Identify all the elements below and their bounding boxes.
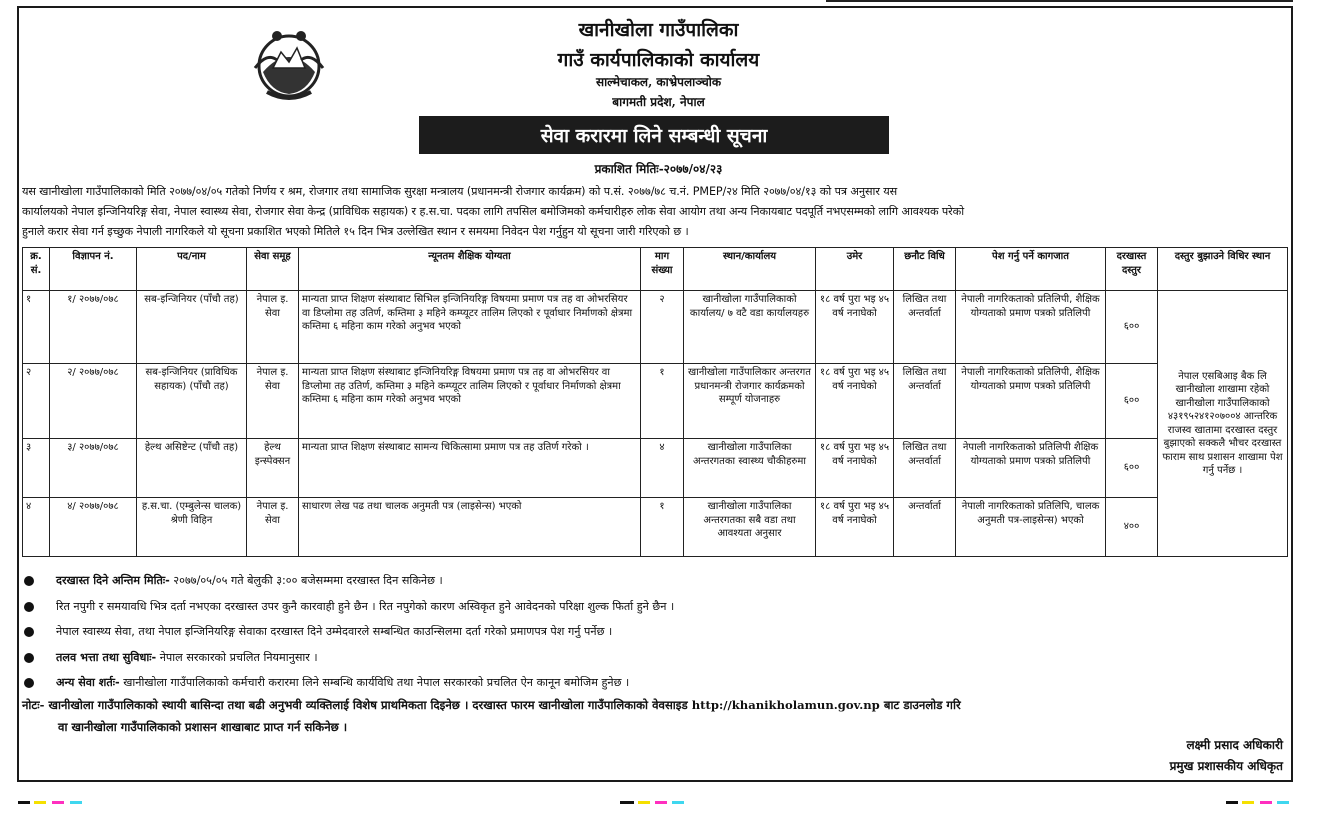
table-row	[23, 364, 1288, 439]
col-header: सेवा समूह	[247, 248, 299, 291]
cell-docs: नेपाली नागरिकताको प्रतिलिपी, शैक्षिक योग्यताको प्रमाण पत्रको प्रतिलिपी	[956, 291, 1106, 364]
municipality-name: खानीखोला गाउँपालिका	[578, 19, 739, 41]
item-bold: अन्य सेवा शर्तः-	[56, 676, 120, 689]
cell-sn: २	[23, 364, 50, 439]
col-header: दरखास्त दस्तुर	[1106, 248, 1158, 291]
bullet-icon	[24, 576, 34, 586]
col-header: स्थान/कार्यालय	[684, 248, 816, 291]
item-bold: दरखास्त दिने अन्तिम मितिः-	[56, 574, 170, 587]
cell-adv: ४/ २०७७/०७८	[50, 498, 137, 557]
cell-adv: २/ २०७७/०७८	[50, 364, 137, 439]
list-item	[22, 648, 1282, 674]
office-name: गाउँ कार्यपालिकाको कार्यालय	[557, 49, 760, 71]
cell-qualification: साधारण लेख पढ तथा चालक अनुमती पत्र (लाइसेन्स) भएको	[299, 498, 641, 557]
item-text: २०७७/०५/०५ गते बेलुकी ३:०० बजेसम्ममा दरखास्त दिन सकिनेछ ।	[169, 574, 443, 587]
intro-line: कार्यालयको नेपाल इन्जिनियरिङ्ग सेवा, नेपाल स्वास्थ्य सेवा, रोजगार सेवा केन्द्र (प्राविधिक सहायक) र ह.स.चा. पदका लागि तपसिल बमोजिमको कर्मचारीहरु लोक सेवा आयोग तथा अन्य निकायबाट पदपूर्ति नभएसम्मको लागि आवश्यक परेको	[22, 205, 965, 218]
cell-post: हेल्थ असिष्टेन्ट (पाँचौ तह)	[137, 439, 247, 498]
note-line: वा खानीखोला गाउँपालिकाको प्रशासन शाखाबाट प्राप्त गर्न सकिनेछ ।	[58, 720, 348, 734]
cell-place: खानीखोला गाउँपालिका अन्तरगतका सबै वडा तथा आवश्यता अनुसार	[684, 498, 816, 557]
note-paragraph	[22, 694, 1284, 738]
cell-fee: ६००	[1106, 439, 1158, 498]
signatory-title: प्रमुख प्रशासकीय अधिकृत	[1169, 759, 1283, 773]
cell-age: १८ वर्ष पुरा भइ ४५ वर्ष ननाघेको	[816, 439, 894, 498]
item-text: खानीखोला गाउँपालिकाको कर्मचारी करारमा लिने सम्बन्धि कार्यविधि तथा नेपाल सरकारको प्रचलित ऐन कानून बमोजिम हुनेछ ।	[119, 676, 630, 689]
cell-sn: १	[23, 291, 50, 364]
cell-service: नेपाल इ. सेवा	[247, 364, 299, 439]
cell-qualification: मान्यता प्राप्त शिक्षण संस्थाबाट इन्जिनियरिङ्ग विषयमा प्रमाण पत्र तह वा ओभरसियर वा डिप्लोमा तह उतिर्ण, कम्तिमा ३ महिने कम्प्यूटर तालिम लिएको र पूर्वाधार निर्माणको क्षेत्रमा कम्तिमा ६ महिना काम गरेको अनुभव भएको	[299, 364, 641, 439]
bullet-icon	[24, 678, 34, 688]
item-bold: तलव भत्ता तथा सुविधाः-	[56, 650, 157, 664]
cell-docs: नेपाली नागरिकताको प्रतिलिपि, चालक अनुमती पत्र-लाइसेन्स) भएको	[956, 498, 1106, 557]
intro-line: यस खानीखोला गाउँपालिकाको मिति २०७७/०४/०५ गतेको निर्णय र श्रम, रोजगार तथा सामाजिक सुरक्षा मन्त्रालय (प्रधानमन्त्री रोजगार कार्यक्रम) को प.सं. २०७७/७८ च.नं. PMEP/२४ मिति २०७७/०४/१३ को पत्र अनुसार यस	[22, 185, 898, 198]
col-header: विज्ञापन नं.	[50, 248, 137, 291]
cell-service: नेपाल इ. सेवा	[247, 291, 299, 364]
table-row	[23, 291, 1288, 364]
cell-method: लिखित तथा अन्तर्वार्ता	[894, 439, 956, 498]
col-header: छनौट विधि	[894, 248, 956, 291]
item-text: नेपाल सरकारको प्रचलित नियमानुसार ।	[156, 650, 318, 664]
item-text: रित नपुगी र समयावधि भित्र दर्ता नभएका दरखास्त उपर कुनै कारवाही हुने छैन । रित नपुगेको कारण अस्विकृत हुने आवेदनको परिक्षा शुल्क फिर्ता हुने छैन ।	[56, 599, 675, 613]
province-name: बागमती प्रदेश, नेपाल	[612, 95, 705, 109]
col-header: माग संख्या	[641, 248, 684, 291]
table-row	[23, 498, 1288, 557]
cell-age: १८ वर्ष पुरा भइ ४५ वर्ष ननाघेको	[816, 291, 894, 364]
published-date: प्रकाशित मितिः-२०७७/०४/२३	[594, 162, 723, 176]
intro-paragraph	[22, 182, 1288, 242]
list-item	[22, 571, 1282, 597]
list-item	[22, 622, 1282, 648]
note-line: नोटः- खानीखोला गाउँपालिकाको स्थायी बासिन्दा तथा बढी अनुभवी व्यक्तिलाई विशेष प्राथमिकता दिइनेछ । दरखास्त फारम खानीखोला गाउँपालिकाको वेवसाइड http://khanikholamun.gov.np बाट डाउनलोड गरि	[22, 698, 961, 712]
cell-sn: ३	[23, 439, 50, 498]
cell-method: लिखित तथा अन्तर्वार्ता	[894, 364, 956, 439]
cell-payment: नेपाल एसबिआइ बैक लि खानीखोला शाखामा रहेको खानीखोला गाउँपालिकाको ४३१९५२४१२०७००४ आन्तरिक राजस्व खातामा दरखास्त दस्तुर बुझाएको सक्कलै भौचर दरखास्त फाराम साथ प्रशासन शाखामा पेश गर्नु पर्नेछ ।	[1158, 291, 1288, 557]
cell-method: लिखित तथा अन्तर्वार्ता	[894, 291, 956, 364]
cell-age: १८ वर्ष पुरा भइ ४५ वर्ष ननाघेको	[816, 498, 894, 557]
bullet-icon	[24, 627, 34, 637]
bullet-icon	[24, 602, 34, 612]
table-row	[23, 439, 1288, 498]
vacancy-table	[22, 247, 1288, 557]
table-header-row	[23, 248, 1288, 291]
signatory-name: लक्ष्मी प्रसाद अधिकारी	[1186, 738, 1283, 752]
cell-service: हेल्थ इन्स्पेक्सन	[247, 439, 299, 498]
col-header: दस्तुर बुझाउने विधिर स्थान	[1158, 248, 1288, 291]
conditions-list	[22, 571, 1282, 699]
cell-fee: ६००	[1106, 291, 1158, 364]
cell-post: सब-इन्जिनियर (पाँचौ तह)	[137, 291, 247, 364]
bullet-icon	[24, 653, 34, 663]
notice-title: सेवा करारमा लिने सम्बन्धी सूचना	[419, 116, 889, 154]
cell-age: १८ वर्ष पुरा भइ ४५ वर्ष ननाघेको	[816, 364, 894, 439]
col-header: पेश गर्नु पर्ने कागजात	[956, 248, 1106, 291]
item-text: नेपाल स्वास्थ्य सेवा, तथा नेपाल इन्जिनियरिङ्ग सेवाका दरखास्त दिने उम्मेदवारले सम्बन्धित काउन्सिलमा दर्ता गरेको प्रमाणपत्र पेश गर्नु पर्नेछ ।	[56, 625, 613, 638]
cell-fee: ४००	[1106, 498, 1158, 557]
cell-post: सब-इन्जिनियर (प्राविधिक सहायक) (पाँचौ तह)	[137, 364, 247, 439]
cell-count: ४	[641, 439, 684, 498]
intro-line: हुनाले करार सेवा गर्न इच्छुक नेपाली नागरिकले यो सूचना प्रकाशित भएको मितिले १५ दिन भित्र उल्लेखित स्थान र समयमा निवेदन पेश गर्नुहुन यो सूचना जारी गरिएको छ ।	[22, 225, 689, 238]
cell-qualification: मान्यता प्राप्त शिक्षण संस्थाबाट सिभिल इन्जिनियरिङ्ग विषयमा प्रमाण पत्र तह वा ओभरसियर वा डिप्लोमा तह उतिर्ण, कम्तिमा ३ महिने कम्प्यूटर तालिम लिएको र पूर्वाधार निर्माणको क्षेत्रमा कम्तिमा ६ महिना काम गरेको अनुभव भएको	[299, 291, 641, 364]
office-address: साल्मेचाकल, काभ्रेपलाञ्चोक	[595, 75, 722, 89]
cell-adv: ३/ २०७७/०७८	[50, 439, 137, 498]
cell-count: १	[641, 364, 684, 439]
col-header: क्र. सं.	[23, 248, 50, 291]
cell-count: २	[641, 291, 684, 364]
top-rule	[826, 0, 1293, 2]
cell-docs: नेपाली नागरिकताको प्रतिलिपी शैक्षिक योग्यताको प्रमाण पत्रको प्रतिलिपी	[956, 439, 1106, 498]
cell-place: खानीखोला गाउँपालिकार अन्तरगत प्रधानमन्त्री रोजगार कार्यक्रमको सम्पूर्ण योजनाहरु	[684, 364, 816, 439]
cell-fee: ६००	[1106, 364, 1158, 439]
cell-qualification: मान्यता प्राप्त शिक्षण संस्थाबाट सामन्य चिकित्सामा प्रमाण पत्र तह उतिर्ण गरेको ।	[299, 439, 641, 498]
cell-method: अन्तर्वार्ता	[894, 498, 956, 557]
col-header: न्यूनतम शैक्षिक योग्यता	[299, 248, 641, 291]
list-item	[22, 597, 1282, 623]
cell-service: नेपाल इ. सेवा	[247, 498, 299, 557]
cell-count: १	[641, 498, 684, 557]
col-header: पद/नाम	[137, 248, 247, 291]
col-header: उमेर	[816, 248, 894, 291]
cell-post: ह.स.चा. (एम्बुलेन्स चालक) श्रेणी विहिन	[137, 498, 247, 557]
cell-sn: ४	[23, 498, 50, 557]
cell-place: खानीखोला गाउँपालिका अन्तरगतका स्वास्थ्य चौकीहरुमा	[684, 439, 816, 498]
cell-docs: नेपाली नागरिकताको प्रतिलिपी, शैक्षिक योग्यताको प्रमाण पत्रको प्रतिलिपी	[956, 364, 1106, 439]
cell-adv: १/ २०७७/०७८	[50, 291, 137, 364]
cell-place: खानीखोला गाउँपालिकाको कार्यालय/ ७ वटै वडा कार्यालयहरु	[684, 291, 816, 364]
